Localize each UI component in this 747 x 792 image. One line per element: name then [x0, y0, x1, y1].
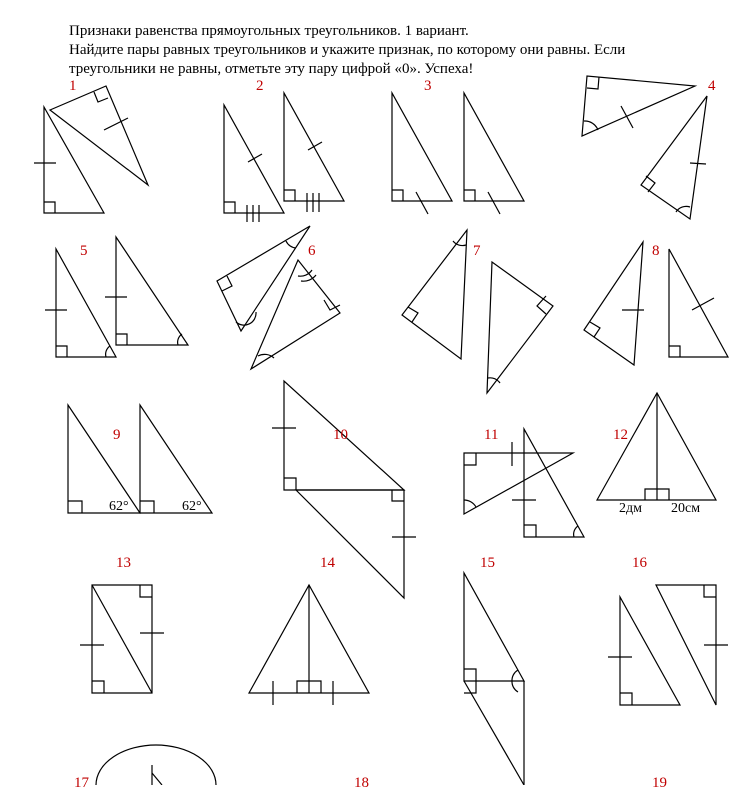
figure-4 [582, 76, 707, 219]
problem-number-12: 12 [613, 427, 628, 443]
problem-number-5: 5 [80, 243, 88, 259]
figure-11 [464, 429, 584, 537]
problem-number-8: 8 [652, 243, 660, 259]
problem-number-6: 6 [308, 243, 316, 259]
problem-number-4: 4 [708, 78, 716, 94]
problem-number-17: 17 [74, 775, 89, 791]
figure-5 [45, 237, 188, 357]
segment-label-2dm: 2дм [619, 501, 642, 516]
figure-2 [224, 93, 344, 222]
worksheet-instruction-1: Найдите пары равных треугольников и укажите признак, по которому они равны. Если [69, 42, 626, 58]
problem-number-13: 13 [116, 555, 131, 571]
figure-1 [34, 86, 148, 213]
figure-12 [597, 393, 716, 500]
figure-13 [80, 585, 164, 693]
angle-label-9-right: 62° [182, 499, 202, 514]
figure-9 [68, 405, 212, 513]
figure-6 [217, 226, 340, 369]
problem-number-15: 15 [480, 555, 495, 571]
problem-number-7: 7 [473, 243, 481, 259]
worksheet-instruction-2: треугольники не равны, отметьте эту пару цифрой «0». Успеха! [69, 61, 474, 77]
problem-number-19: 19 [652, 775, 667, 791]
segment-label-20sm: 20см [671, 501, 701, 516]
figure-3 [392, 93, 524, 214]
figure-8 [584, 242, 728, 365]
figure-10 [272, 381, 416, 598]
problem-number-9: 9 [113, 427, 121, 443]
problem-number-1: 1 [69, 78, 77, 94]
problem-number-18: 18 [354, 775, 369, 791]
problem-number-11: 11 [484, 427, 499, 443]
worksheet-title: Признаки равенства прямоугольных треугольников. 1 вариант. [69, 23, 469, 39]
angle-label-9-left: 62° [109, 499, 129, 514]
problem-number-2: 2 [256, 78, 264, 94]
figure-17 [96, 745, 216, 785]
problem-number-3: 3 [424, 78, 432, 94]
figure-14 [249, 585, 369, 705]
figure-15 [464, 573, 524, 785]
problem-number-10: 10 [333, 427, 348, 443]
problem-number-14: 14 [320, 555, 335, 571]
figure-16 [608, 585, 728, 705]
problem-number-16: 16 [632, 555, 647, 571]
